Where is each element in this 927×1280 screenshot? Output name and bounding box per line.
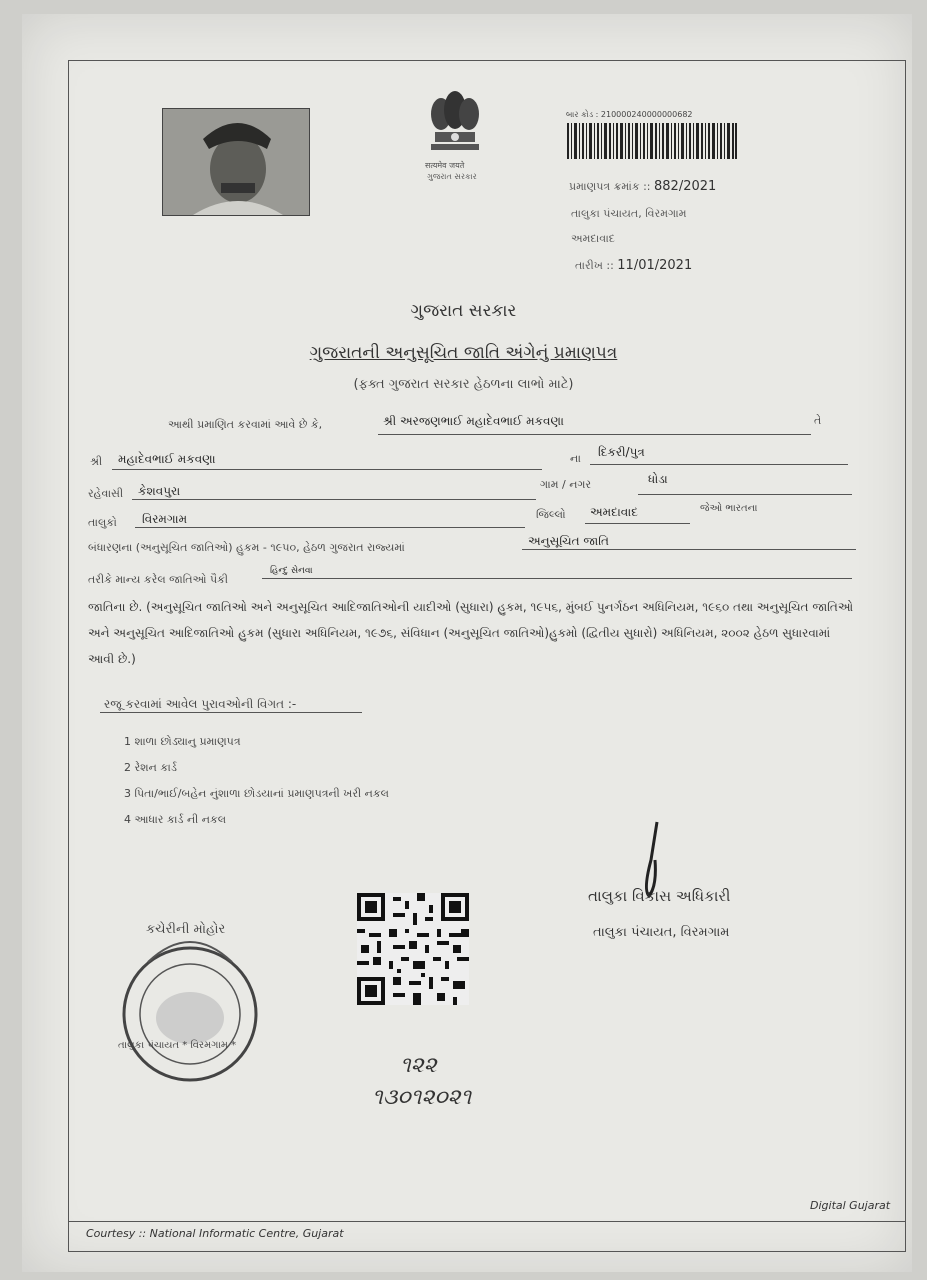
certificate-title: ગુજરાતની અનુસૂચિત જાતિ અંગેનું પ્રમાણપત્ર xyxy=(309,343,618,363)
barcode-number: બાર કોડ : 210000240000000682 xyxy=(566,110,693,119)
district-value: અમદાવાદ xyxy=(590,505,638,519)
digital-gujarat-brand: Digital Gujarat xyxy=(810,1199,891,1212)
who-label: જેઓ ભારતના xyxy=(700,503,758,514)
village-value: ધોડા xyxy=(648,472,668,486)
certificate-number-row xyxy=(569,179,716,194)
proofs-heading: રજૂ કરવામાં આવેલ પુરાવઓની વિગત :- xyxy=(104,697,297,711)
recognized-label: તરીકે માન્ય કરેલ જાતિઓ પૈકી xyxy=(88,573,229,586)
office-city: અમદાવાદ xyxy=(571,232,615,245)
emblem-motto: सत्यमेव जयते xyxy=(425,161,465,170)
government-title: ગુજરાત સરકાર xyxy=(410,301,517,321)
seal-ring-text: તાલુકા પંચાયત * વિરમગામ * xyxy=(118,1040,237,1051)
handwritten-number: ૧૨૨ xyxy=(400,1053,437,1078)
constitution-text: બંધારણના (અનુસૂચિત જાતિઓ) હુકમ - ૧૯૫૦, હેઠળ ગુજરાત રાજ્યમાં xyxy=(88,541,405,554)
te-label: તે xyxy=(814,414,822,427)
signatory-office: તાલુકા પંચાયત, વિરમગામ xyxy=(593,925,730,940)
taluka-seal-stamp xyxy=(108,922,268,1086)
certificate-note: (ફક્ત ગુજરાત સરકાર હેઠળના લાભો માટે) xyxy=(353,377,574,392)
applicant-name: શ્રી અરજણભાઈ મહાદેવભાઈ મકવણા xyxy=(383,414,564,428)
proof-item-2: 2 રેશન કાર્ડ xyxy=(124,761,177,774)
state-emblem-icon xyxy=(417,88,493,188)
proof-item-4: 4 આધાર કાર્ડ ની નકલ xyxy=(124,813,227,826)
na-label: ના xyxy=(570,452,581,465)
certify-label: આથી પ્રમાણિત કરવામાં આવે છે કે, xyxy=(168,418,323,431)
father-prefix: શ્રી xyxy=(90,455,103,468)
issue-date: 11/01/2021 xyxy=(617,258,693,273)
office-name: તાલુકા પંચાયત, વિરમગામ xyxy=(571,207,687,220)
seal-top-text: કચેરીની મોહોર xyxy=(146,922,226,937)
taluka-label: તાલુકો xyxy=(88,516,117,529)
handwritten-date: ૧૩૦૧૨૦૨૧ xyxy=(372,1085,472,1110)
date-label: તારીખ :: xyxy=(575,259,614,272)
village-label: ગામ / નગર xyxy=(540,478,592,491)
certificate-number-label: પ્રમાણપત્ર ક્રમાંક :: xyxy=(569,180,651,193)
date-row xyxy=(575,258,692,273)
resident-value: કેશવપુરા xyxy=(138,484,181,498)
proof-item-1: 1 શાળા છોડ્યાનુ પ્રમાણપત્ર xyxy=(124,735,241,748)
taluka-value: વિરમગામ xyxy=(142,512,188,526)
caste-value: હિન્દુ સેનવા xyxy=(270,566,313,576)
applicant-photo xyxy=(162,108,310,216)
barcode-icon xyxy=(567,123,737,159)
proof-item-3: 3 પિતા/ભાઈ/બહેન નુંશાળા છોડયાનાં પ્રમાણપત્રની ખરી નકલ xyxy=(124,787,389,800)
emblem-subtitle: ગુજરાત સરકાર xyxy=(427,172,477,181)
certificate-number: 882/2021 xyxy=(654,179,717,194)
qr-code-icon xyxy=(357,893,469,1005)
signatory-title: તાલુકા વિકાસ અધિકારી xyxy=(588,887,731,905)
relation: દિકરી/પુત્ર xyxy=(598,445,645,459)
father-name: મહાદેવભાઈ મકવણા xyxy=(118,452,216,466)
district-label: જિલ્લો xyxy=(536,508,566,521)
resident-label: રહેવાસી xyxy=(88,487,124,500)
category-value: અનુસૂચિત જાતિ xyxy=(528,534,609,548)
legal-paragraph: જાતિના છે. (અનુસૂચિત જાતિઓ અને અનુસૂચિત આદિજાતિઓની યાદીઓ (સુધારા) હુકમ, ૧૯૫૬, મુંબઈ પુનર્ગઠન અધિનિયમ, ૧૯૬૦ તથા અનુસૂચિત જાતિઓ અને અનુસૂચિત આદિજાતિઓ હુકમ (સુધારા અધિનિયમ, ૧૯૭૬, સંવિધાન (અનુસૂચિત જાતિઓ)હુકમો (દ્વિતીય સુધારો) અધિનિયમ, ૨૦૦૨ હેઠળ સુધારવામાં આવી છે.) xyxy=(88,600,854,666)
courtesy-text: Courtesy :: National Informatic Centre, Gujarat xyxy=(86,1227,344,1240)
